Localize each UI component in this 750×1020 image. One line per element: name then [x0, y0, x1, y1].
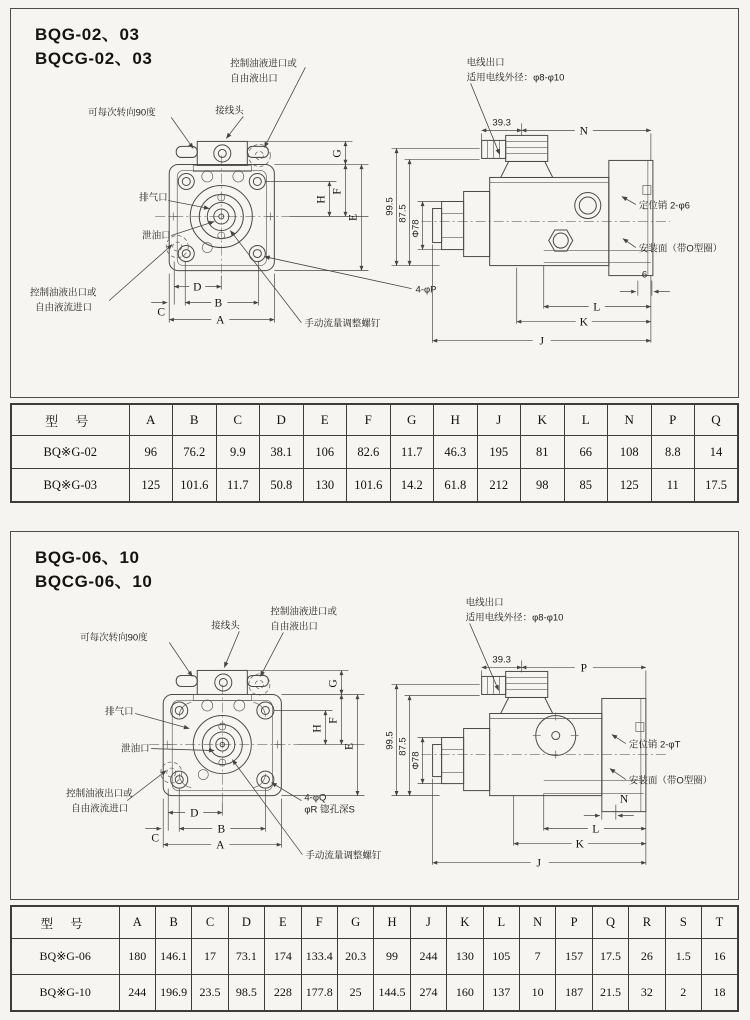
dim-letter-c: C — [157, 306, 166, 319]
value-cell: 46.3 — [434, 436, 478, 469]
model-cell: BQ※G-10 — [11, 975, 119, 1012]
front-view — [30, 57, 436, 329]
col-header: G — [337, 906, 373, 939]
dim-phi-78: Φ78 — [410, 751, 422, 770]
label-rotate-90: 可每次转向90度 — [80, 632, 148, 644]
value-cell: 180 — [119, 939, 155, 975]
value-cell: 244 — [119, 975, 155, 1012]
value-cell: 174 — [265, 939, 301, 975]
label-wire-diameter: 适用电线外径：φ8-φ10 — [466, 72, 565, 84]
table-row — [11, 436, 738, 469]
col-header: L — [564, 404, 608, 436]
dim-letter-e: E — [347, 214, 360, 222]
front-view — [66, 605, 382, 861]
dim-letter-f: F — [327, 717, 340, 724]
value-cell: 144.5 — [374, 975, 410, 1012]
value-cell: 17.5 — [695, 469, 739, 503]
table-row — [11, 939, 738, 975]
value-cell: 99 — [374, 939, 410, 975]
value-cell: 61.8 — [434, 469, 478, 503]
value-cell: 146.1 — [155, 939, 191, 975]
dimension-table-bqg-06-10 — [10, 905, 739, 1012]
col-header: Q — [592, 906, 628, 939]
value-cell: 7 — [519, 939, 555, 975]
col-header: E — [265, 906, 301, 939]
label-control-inlet-1: 控制油液进口或 — [270, 606, 337, 618]
label-control-inlet-1: 控制油液进口或 — [230, 58, 297, 70]
drawing-panel-bqg-02-03 — [10, 8, 739, 398]
value-cell: 244 — [410, 939, 446, 975]
label-exhaust-port: 排气口 — [105, 706, 134, 718]
dim-letter-j: J — [536, 857, 541, 870]
dim-99-5: 99.5 — [384, 731, 396, 750]
value-cell: 228 — [265, 975, 301, 1012]
col-header: H — [434, 404, 478, 436]
value-cell: 23.5 — [192, 975, 228, 1012]
value-cell: 20.3 — [337, 939, 373, 975]
col-header: D — [260, 404, 304, 436]
value-cell: 195 — [477, 436, 521, 469]
col-header: J — [477, 404, 521, 436]
dim-letter-g: G — [327, 679, 340, 688]
value-cell: 76.2 — [173, 436, 217, 469]
dim-39-3: 39.3 — [492, 654, 511, 666]
col-header: K — [447, 906, 483, 939]
value-cell: 11.7 — [216, 469, 260, 503]
value-cell: 101.6 — [347, 469, 391, 503]
col-header: N — [608, 404, 652, 436]
label-terminal: 接线头 — [215, 105, 244, 117]
value-cell: 18 — [702, 975, 739, 1012]
col-header: A — [129, 404, 173, 436]
label-control-outlet-2: 自由液流进口 — [35, 302, 93, 314]
panel1-title — [35, 23, 152, 71]
value-cell: 108 — [608, 436, 652, 469]
dim-phi-78: Φ78 — [410, 219, 422, 238]
value-cell: 14.2 — [390, 469, 434, 503]
value-cell: 96 — [129, 436, 173, 469]
dim-87-5: 87.5 — [397, 204, 409, 223]
col-header: K — [521, 404, 565, 436]
label-mounting-face: 安装面（带O型圈） — [628, 775, 713, 787]
dim-letter-n: N — [619, 793, 629, 806]
col-header-model: 型 号 — [11, 906, 119, 939]
dim-letter-p: P — [580, 662, 587, 675]
value-cell: 9.9 — [216, 436, 260, 469]
value-cell: 212 — [477, 469, 521, 503]
col-header: G — [390, 404, 434, 436]
panel2-title-line2: BQCG-06、10 — [35, 572, 153, 591]
col-header: C — [216, 404, 260, 436]
col-header: B — [155, 906, 191, 939]
panel1-title-line1: BQG-02、03 — [35, 25, 140, 44]
col-header: H — [374, 906, 410, 939]
value-cell: 105 — [483, 939, 519, 975]
dim-99-5: 99.5 — [384, 197, 396, 216]
label-locating-pin: 定位销 2-φT — [628, 739, 681, 751]
panel2-title-line1: BQG-06、10 — [35, 548, 140, 567]
col-header: A — [119, 906, 155, 939]
col-header: L — [483, 906, 519, 939]
dim-letter-a: A — [216, 839, 225, 852]
value-cell: 25 — [337, 975, 373, 1012]
value-cell: 17 — [192, 939, 228, 975]
value-cell: 98 — [521, 469, 565, 503]
dim-6: 6 — [641, 269, 648, 281]
value-cell: 187 — [556, 975, 592, 1012]
dim-letter-c: C — [151, 832, 160, 845]
col-header: E — [303, 404, 347, 436]
value-cell: 73.1 — [228, 939, 264, 975]
label-mount-holes-1: 4-φQ — [304, 792, 327, 804]
value-cell: 137 — [483, 975, 519, 1012]
table-row — [11, 469, 738, 503]
value-cell: 85 — [564, 469, 608, 503]
label-rotate-90: 可每次转向90度 — [88, 107, 156, 119]
model-cell: BQ※G-02 — [11, 436, 129, 469]
value-cell: 82.6 — [347, 436, 391, 469]
col-header: S — [665, 906, 701, 939]
value-cell: 98.5 — [228, 975, 264, 1012]
value-cell: 177.8 — [301, 975, 337, 1012]
col-header: F — [347, 404, 391, 436]
dim-letter-e: E — [343, 743, 356, 751]
dim-letter-b: B — [217, 823, 226, 836]
label-terminal: 接线头 — [211, 620, 240, 632]
label-wire-diameter: 适用电线外径：φ8-φ10 — [465, 612, 564, 624]
dim-letter-k: K — [579, 316, 588, 329]
panel1-title-line2: BQCG-02、03 — [35, 49, 153, 68]
dim-letter-d: D — [190, 807, 199, 820]
dim-39-3: 39.3 — [492, 117, 511, 129]
dim-letter-f: F — [331, 188, 344, 195]
value-cell: 1.5 — [665, 939, 701, 975]
label-control-inlet-2: 自由液出口 — [230, 73, 278, 85]
value-cell: 50.8 — [260, 469, 304, 503]
dim-letter-l: L — [593, 301, 601, 314]
value-cell: 32 — [629, 975, 665, 1012]
dim-letter-b: B — [214, 297, 223, 310]
value-cell: 106 — [303, 436, 347, 469]
label-drain-port: 泄油口 — [121, 743, 150, 755]
col-header: N — [519, 906, 555, 939]
table-header-row — [11, 906, 738, 939]
dim-letter-n: N — [579, 125, 588, 138]
col-header: C — [192, 906, 228, 939]
dim-letter-h: H — [315, 195, 328, 204]
label-control-outlet-1: 控制油液出口或 — [66, 788, 133, 800]
dim-letter-d: D — [193, 281, 202, 294]
value-cell: 11 — [651, 469, 695, 503]
col-header: R — [629, 906, 665, 939]
label-mount-holes: 4-φP — [415, 284, 437, 296]
label-control-outlet-2: 自由液流进口 — [71, 803, 129, 815]
value-cell: 81 — [521, 436, 565, 469]
label-wire-outlet: 电线出口 — [465, 597, 504, 609]
side-view — [385, 596, 713, 869]
dim-letter-l: L — [592, 823, 600, 836]
label-mount-holes-2: φR 锪孔深S — [304, 804, 355, 816]
value-cell: 160 — [447, 975, 483, 1012]
value-cell: 274 — [410, 975, 446, 1012]
dimension-table-bqg-02-03 — [10, 403, 739, 503]
side-view — [385, 56, 723, 347]
label-flow-adjust-screw: 手动流量调整螺钉 — [304, 318, 381, 330]
col-header: P — [651, 404, 695, 436]
drawing-panel-bqg-06-10 — [10, 531, 739, 900]
label-locating-pin: 定位销 2-φ6 — [638, 200, 690, 212]
value-cell: 157 — [556, 939, 592, 975]
dim-letter-h: H — [311, 724, 324, 733]
table-header-row — [11, 404, 738, 436]
dim-letter-a: A — [216, 314, 225, 327]
table-row — [11, 975, 738, 1012]
value-cell: 130 — [447, 939, 483, 975]
col-header: B — [173, 404, 217, 436]
label-drain-port: 泄油口 — [142, 230, 171, 242]
col-header: Q — [695, 404, 739, 436]
value-cell: 38.1 — [260, 436, 304, 469]
value-cell: 66 — [564, 436, 608, 469]
dim-letter-g: G — [331, 149, 344, 158]
value-cell: 125 — [129, 469, 173, 503]
value-cell: 101.6 — [173, 469, 217, 503]
col-header: F — [301, 906, 337, 939]
value-cell: 125 — [608, 469, 652, 503]
value-cell: 21.5 — [592, 975, 628, 1012]
value-cell: 130 — [303, 469, 347, 503]
col-header: D — [228, 906, 264, 939]
value-cell: 26 — [629, 939, 665, 975]
label-exhaust-port: 排气口 — [139, 192, 168, 204]
value-cell: 133.4 — [301, 939, 337, 975]
dim-letter-j: J — [539, 335, 544, 348]
model-cell: BQ※G-03 — [11, 469, 129, 503]
col-header-model: 型 号 — [11, 404, 129, 436]
label-wire-outlet: 电线出口 — [466, 57, 505, 69]
label-control-outlet-1: 控制油液出口或 — [30, 287, 97, 299]
value-cell: 16 — [702, 939, 739, 975]
col-header: J — [410, 906, 446, 939]
dim-letter-k: K — [575, 838, 584, 851]
col-header: P — [556, 906, 592, 939]
label-control-inlet-2: 自由液出口 — [270, 621, 318, 633]
value-cell: 8.8 — [651, 436, 695, 469]
dim-87-5: 87.5 — [397, 737, 409, 756]
value-cell: 11.7 — [390, 436, 434, 469]
label-mounting-face: 安装面（带O型圈） — [638, 243, 723, 255]
col-header: T — [702, 906, 739, 939]
model-cell: BQ※G-06 — [11, 939, 119, 975]
panel2-title — [35, 546, 152, 594]
value-cell: 196.9 — [155, 975, 191, 1012]
value-cell: 10 — [519, 975, 555, 1012]
label-flow-adjust-screw: 手动流量调整螺钉 — [305, 850, 382, 862]
value-cell: 14 — [695, 436, 739, 469]
value-cell: 2 — [665, 975, 701, 1012]
value-cell: 17.5 — [592, 939, 628, 975]
